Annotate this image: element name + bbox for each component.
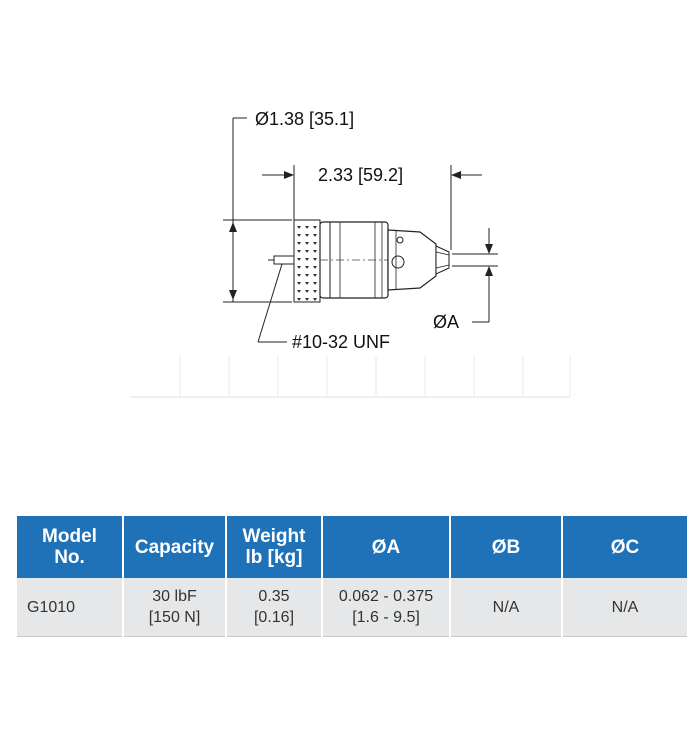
diameter-label: Ø1.38 [35.1] [255, 109, 355, 129]
bore-label: ØA [433, 312, 460, 332]
header-dia-c: ØC [562, 516, 687, 578]
cell-dia-b: N/A [450, 578, 562, 637]
header-capacity: Capacity [123, 516, 226, 578]
spec-table [17, 516, 687, 637]
thread-label: #10-32 UNF [292, 332, 391, 352]
chuck-body [268, 220, 449, 302]
length-label: 2.33 [59.2] [318, 165, 404, 185]
table-header-row [17, 516, 687, 578]
cell-dia-a: 0.062 - 0.375 [1.6 - 9.5] [322, 578, 450, 637]
header-dia-b: ØB [450, 516, 562, 578]
table-row [17, 578, 687, 637]
header-model-no: Model No. [17, 516, 123, 578]
header-weight: Weight lb [kg] [226, 516, 322, 578]
watermark [130, 356, 570, 397]
cell-model: G1010 [17, 578, 123, 637]
bore-dimension [433, 228, 498, 332]
cell-weight: 0.35 [0.16] [226, 578, 322, 637]
cell-dia-c: N/A [562, 578, 687, 637]
cell-capacity: 30 lbF [150 N] [123, 578, 226, 637]
header-dia-a: ØA [322, 516, 450, 578]
